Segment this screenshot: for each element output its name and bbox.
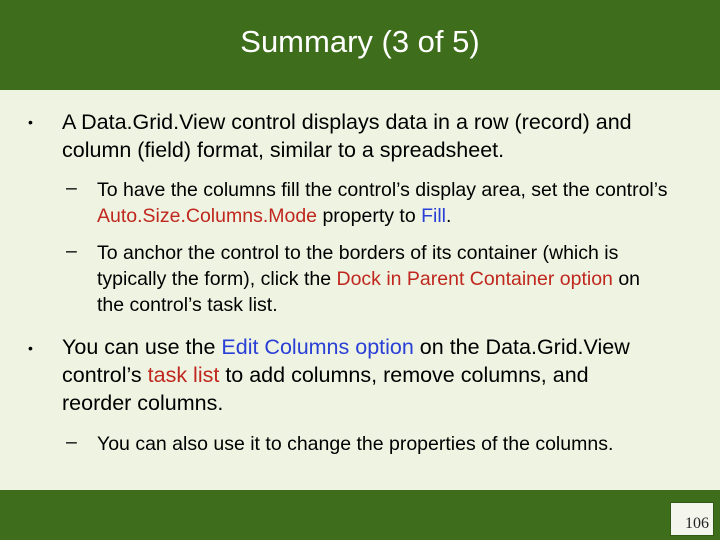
slide-title: Summary (3 of 5) [240,24,480,59]
bullet-1: A Data.Grid.View control displays data in a row (record) and column (field) format, similar to a spreadsheet. [62,110,632,162]
bullet-2: You can use the Edit Columns option on the Data.Grid.View control’s task list to add columns, remove columns, and reorder columns. [62,335,630,415]
dash-marker-1: – [66,177,77,199]
highlight-task-list: task list [147,363,220,387]
footer-bar [0,490,720,540]
sub-bullet-1-2: To anchor the control to the borders of its container (which is typically the form), click the Dock in Parent Container option on the control’s task list. [97,242,641,316]
highlight-autosize: Auto.Size.Columns.Mode [97,205,318,227]
highlight-fill: Fill [421,205,447,227]
page-number: 106 [670,502,714,536]
slide-content [0,90,720,490]
bullet-marker-2: • [28,340,33,356]
dash-marker-3: – [66,431,77,453]
highlight-edit-columns: Edit Columns option [221,335,414,359]
dash-marker-2: – [66,240,77,262]
highlight-dock: Dock in Parent Container option [336,268,613,290]
sub-bullet-2-1: You can also use it to change the properties of the columns. [97,433,614,455]
sub-bullet-1-1: To have the columns fill the control’s display area, set the control’s Auto.Size.Columns.Mode property to Fill. [97,179,668,227]
title-bar [0,0,720,90]
bullet-marker-1: • [28,114,33,130]
